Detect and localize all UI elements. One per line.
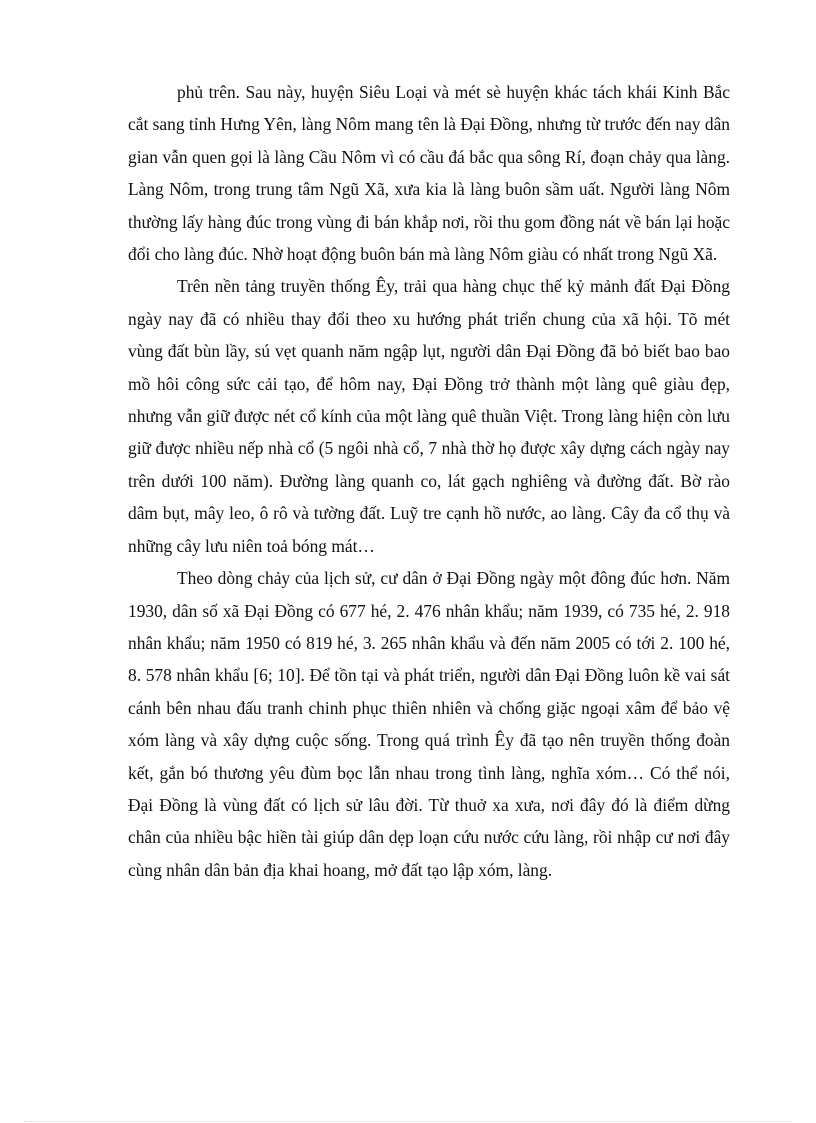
body-text bbox=[128, 76, 730, 886]
page-bottom-divider bbox=[24, 1121, 792, 1122]
paragraph-2: Trên nền tảng truyền thống Êy, trải qua hàng chục thế kỷ mảnh đất Đại Đồng ngày nay đã có nhiều thay đổi theo xu hướng phát triển chung của xã hội. Tõ mét vùng đất bùn lầy, sú vẹt quanh năm ngập lụt, người dân Đại Đồng đã bỏ biết bao bao mồ hôi công sức cải tạo, để hôm nay, Đại Đồng trở thành một làng quê giàu đẹp, nhưng vẫn giữ được nét cổ kính của một làng quê thuần Việt. Trong làng hiện còn lưu giữ được nhiều nếp nhà cổ (5 ngôi nhà cổ, 7 nhà thờ họ được xây dựng cách ngày nay trên dưới 100 năm). Đường làng quanh co, lát gạch nghiêng và đường đất. Bờ rào dâm bụt, mây leo, ô rô và tường đất. Luỹ tre cạnh hồ nước, ao làng. Cây đa cổ thụ và những cây lưu niên toả bóng mát… bbox=[128, 276, 730, 556]
paragraph-1: phủ trên. Sau này, huyện Siêu Loại và mét sè huyện khác tách khái Kinh Bắc cắt sang tỉnh Hưng Yên, làng Nôm mang tên là Đại Đồng, nhưng từ trước đến nay dân gian vẫn quen gọi là làng Cầu Nôm vì có cầu đá bắc qua sông Rí, đoạn chảy qua làng. Làng Nôm, trong trung tâm Ngũ Xã, xưa kia là làng buôn sầm uất. Người làng Nôm thường lấy hàng đúc trong vùng đi bán khắp nơi, rồi thu gom đồng nát về bán lại hoặc đổi cho làng đúc. Nhờ hoạt động buôn bán mà làng Nôm giàu có nhất trong Ngũ Xã. bbox=[128, 82, 730, 265]
paragraph-3: Theo dòng chảy của lịch sử, cư dân ở Đại Đồng ngày một đông đúc hơn. Năm 1930, dân số xã Đại Đồng có 677 hé, 2. 476 nhân khẩu; năm 1939, có 735 hé, 2. 918 nhân khẩu; năm 1950 có 819 hé, 3. 265 nhân khẩu và đến năm 2005 có tới 2. 100 hé, 8. 578 nhân khẩu [6; 10]. Để tồn tại và phát triển, người dân Đại Đồng luôn kề vai sát cánh bên nhau đấu tranh chinh phục thiên nhiên và chống giặc ngoại xâm để bảo vệ xóm làng và xây dựng cuộc sống. Trong quá trình Êy đã tạo nên truyền thống đoàn kết, gắn bó thương yêu đùm bọc lẫn nhau trong tình làng, nghĩa xóm… Có thể nói, Đại Đồng là vùng đất có lịch sử lâu đời. Từ thuở xa xưa, nơi đây đó là điểm dừng chân của nhiều bậc hiền tài giúp dân dẹp loạn cứu nước cứu làng, rồi nhập cư nơi đây cùng nhân dân bản địa khai hoang, mở đất tạo lập xóm, làng. bbox=[128, 568, 730, 880]
